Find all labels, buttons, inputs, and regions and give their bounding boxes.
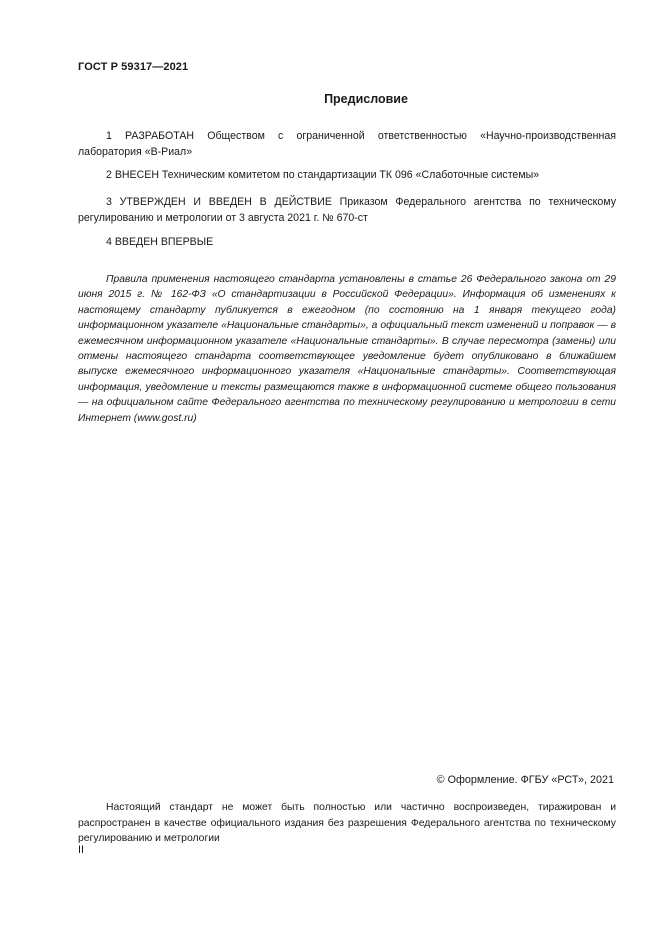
- page-title: Предисловие: [324, 92, 408, 106]
- reproduction-rights-notice: Настоящий стандарт не может быть полностью или частично воспроизведен, тиражирован и распространен в качестве официального издания без разрешения Федерального агентства по техническому регулированию и метрологии: [78, 802, 616, 844]
- foreword-item-submitted: 2 ВНЕСЕН Техническим комитетом по стандартизации ТК 096 «Слаботочные системы»: [106, 169, 540, 181]
- copyright-line: © Оформление. ФГБУ «РСТ», 2021: [436, 774, 614, 786]
- standard-number: ГОСТ Р 59317—2021: [78, 61, 189, 73]
- foreword-item-approved: 3 УТВЕРЖДЕН И ВВЕДЕН В ДЕЙСТВИЕ Приказом Федерального агентства по техническому регулированию и метрологии от 3 августа 2021 г. № 670-ст: [78, 196, 616, 224]
- foreword-item-first-introduced: 4 ВВЕДЕН ВПЕРВЫЕ: [106, 236, 214, 248]
- page-number: II: [78, 844, 84, 856]
- application-rules-note: Правила применения настоящего стандарта установлены в статье 26 Федерального закона от 29 июня 2015 г. № 162-ФЗ «О стандартизации в Российской Федерации». Информация об изменениях к настоящему стандарту публикуется в ежегодном (по состоянию на 1 января текущего года) информационном указателе «Национальные стандарты», а официальный текст изменений и поправок — в ежемесячном информационном указателе «Национальные стандарты». В случае пересмотра (замены) или отмены настоящего стандарта соответствующее уведомление будет опубликовано в ближайшем выпуске ежемесячного информационного указателя «Национальные стандарты». Соответствующая информация, уведомление и тексты размещаются также в информационной системе общего пользования — на официальном сайте Федерального агентства по техническому регулированию и метрологии в сети Интернет (www.gost.ru): [78, 274, 616, 424]
- foreword-item-developed: 1 РАЗРАБОТАН Обществом с ограниченной ответственностью «Научно-производственная лаборатория «В-Риал»: [78, 130, 616, 158]
